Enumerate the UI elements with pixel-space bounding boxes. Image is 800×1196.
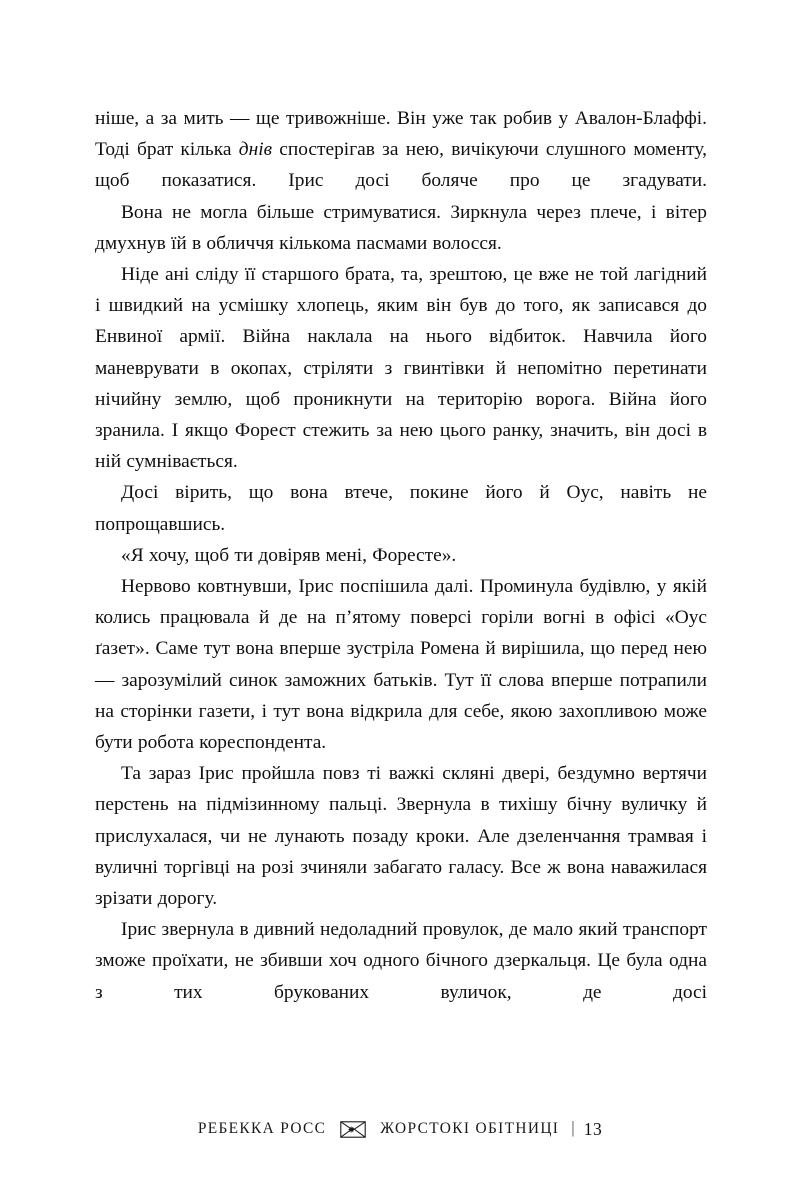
page-body-text <box>95 103 707 1008</box>
paragraph-6: Нервово ковтнувши, Ірис поспішила далі. Проминула будівлю, у якій колись працювала й де на п’ятому поверсі горіли вогні в офісі «Оус ґазет». Саме тут вона вперше зустріла Ромена й вирішила, що перед нею — зарозумілий синок заможних батьків. Тут її слова вперше потрапили на сторінки газети, і тут вона відкрила для себе, якою захопливою може бути робота кореспондента. <box>95 576 707 754</box>
footer-page-number: 13 <box>583 1118 603 1139</box>
paragraph-1 <box>95 103 707 197</box>
footer-book-title: ЖОРСТОКІ ОБІТНИЦІ <box>380 1120 560 1137</box>
paragraph-3: Ніде ані сліду її старшого брата, та, зрештою, це вже не той лагідний і швидкий на усмішку хлопець, яким він був до того, як записався до Енвиної армії. Війна наклала на нього відбиток. Навчила його маневрувати в окопах, стріляти з гвинтівки й непомітно перетинати нічийну землю, щоб проникнути на територію ворога. Війна його зранила. І якщо Форест стежить за нею цього ранку, значить, він досі в ній сумнівається. <box>95 264 707 473</box>
paragraph-5: «Я хочу, щоб ти довіряв мені, Форесте». <box>121 544 457 566</box>
paragraph-1-segment-b: спостерігав за нею, вичікуючи слушного моменту, щоб показатися. Ірис досі боляче про це згадувати. <box>95 139 707 192</box>
paragraph-1-italic-word: днів <box>238 139 272 161</box>
envelope-icon <box>340 1121 366 1138</box>
paragraph-7: Та зараз Ірис пройшла повз ті важкі скляні двері, бездумно вертячи перстень на підмізинному пальці. Звернула в тихішу бічну вуличку й прислухалася, чи не лунають позаду кроки. Але дзеленчання трамвая і вуличні торгівці на розі зчиняли забагато галасу. Все ж вона наважилася зрізати дорогу. <box>95 763 707 910</box>
footer-author: РЕБЕККА РОСС <box>197 1120 327 1137</box>
page-footer <box>0 1113 800 1145</box>
paragraph-1-segment-a: ніше, а за мить — ще тривожніше. Він уже так робив у Авалон-Блаффі. Тоді брат кілька <box>95 108 707 161</box>
footer-separator: | <box>571 1118 575 1137</box>
paragraph-2: Вона не могла більше стримуватися. Зиркнула через плече, і вітер дмухнув їй в обличчя кількома пасмами волосся. <box>95 201 707 254</box>
paragraph-8: Ірис звернула в дивний недоладний провулок, де мало який транспорт зможе проїхати, не збивши хоч одного бічного дзеркальця. Це була одна з тих брукованих вуличок, де досі <box>95 919 707 1003</box>
paragraph-4: Досі вірить, що вона втече, покине його й Оус, навіть не попрощавшись. <box>95 482 707 535</box>
